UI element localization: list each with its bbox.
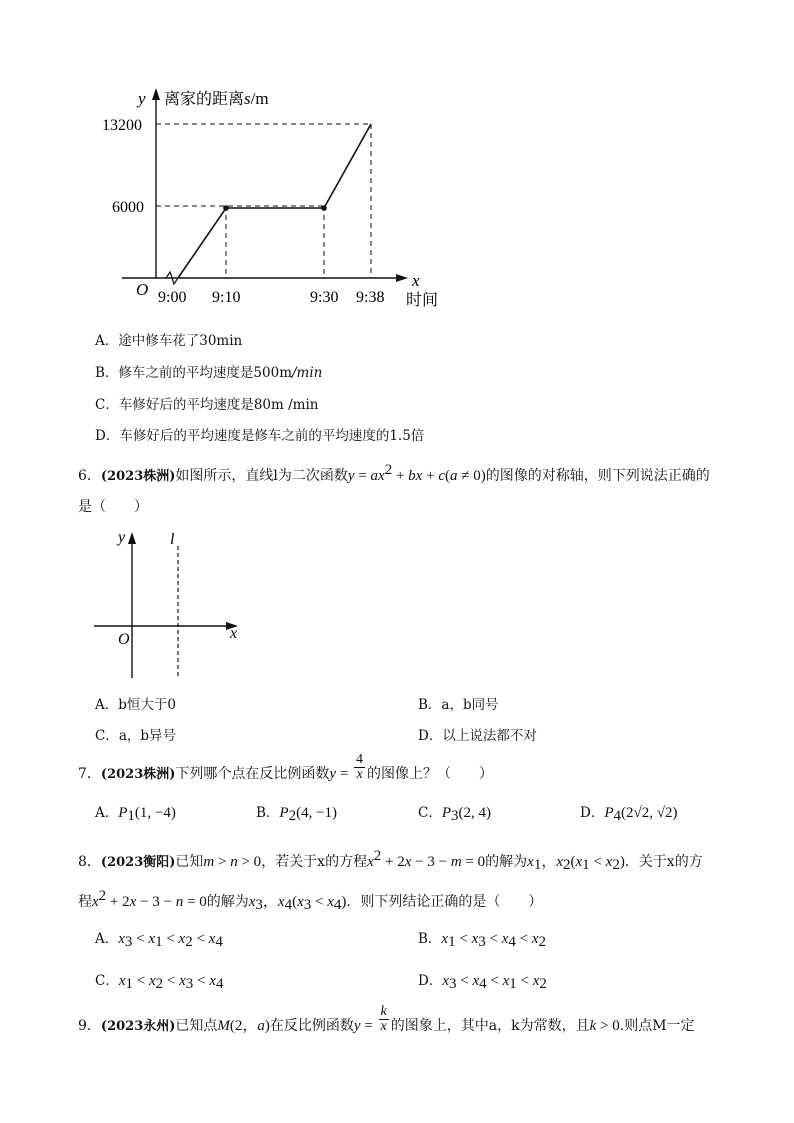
q9-stem: 9．(2023永州)已知点M(2，a)在反比例函数y = $\frac{k}{x}$ 的图象上，其中a，k为常数，且k > 0.则点M一定 [78, 1003, 695, 1034]
q6-number: 6． [78, 468, 101, 484]
q6-option-d: D．以上说法都不对 [418, 728, 537, 744]
q8-option-a: A．$x_3 < x_1 < x_2 < x_4$ [95, 931, 223, 950]
q5-option-a: A．途中修车花了30min [95, 333, 243, 349]
q6-graph-l: l [170, 531, 175, 548]
q6-graph-y: y [118, 529, 126, 546]
q7-text-pre: 下列哪个点在反比例函数 [175, 766, 330, 782]
graph1-tick-13200: 13200 [102, 117, 142, 134]
graph1-tick-930: 9:30 [310, 289, 339, 306]
graph1-tick-910: 9:10 [212, 289, 241, 306]
graph1-x-var: x [412, 271, 420, 290]
q6-function: y [347, 468, 355, 484]
q6-y-arrow [128, 532, 136, 544]
graph1-series-line [178, 124, 371, 278]
graph1-tick-6000: 6000 [112, 199, 144, 216]
q7-option-b: B．$P_2(4$, −1) [256, 805, 338, 824]
q7-fraction: $\frac{4}{x}$ [356, 751, 364, 782]
q7-option-a: A．$P_1(1$, −4) [95, 805, 176, 824]
q6-line2: 是（ ） [78, 499, 148, 515]
q6-source: (2023株洲) [100, 469, 176, 484]
distance-time-graph [100, 78, 460, 318]
q6-graph-x: x [230, 625, 238, 642]
q9-fraction: $\frac{k}{x}$ [380, 1003, 387, 1034]
graph1-x-label: 时间 [406, 290, 439, 309]
q8-option-c: C．$x_1 < x_2 < x_3 < x_4$ [95, 973, 224, 992]
q6-graph-o: O [118, 631, 130, 648]
q7-stem: 7．(2023株洲)下列哪个点在反比例函数y = $\frac{4}{x}$ 的图像上？（ ） [78, 751, 494, 782]
graph1-point-930 [321, 205, 327, 211]
q8-number: 8． [78, 854, 101, 870]
q9-number: 9． [78, 1018, 101, 1034]
graph1-origin: O [136, 280, 149, 299]
q5-option-c: C．车修好后的平均速度是80m /min [95, 397, 319, 413]
q7-option-c: C．$P_3(2$, 4) [418, 805, 492, 824]
q9-source: (2023永州) [100, 1019, 176, 1034]
graph1-tick-938: 9:38 [356, 289, 385, 306]
graph1-point-910 [223, 205, 229, 211]
q5-option-b-unit: /min [292, 365, 323, 381]
q5-option-b-text: B．修车之前的平均速度是500m [95, 365, 292, 381]
q8-source: (2023衡阳) [100, 855, 176, 870]
q6-graph [88, 528, 248, 680]
q6-option-b: B．a，b同号 [418, 697, 499, 713]
q7-option-d: D．$P_4(2√2$, √2) [580, 805, 678, 824]
q7-source: (2023株洲) [100, 767, 176, 782]
q6-option-c: C．a，b异号 [95, 728, 177, 744]
q6-text-post: 的图像的对称轴，则下列说法正确的 [485, 468, 710, 484]
q7-text-post: 的图像上？（ ） [367, 766, 494, 782]
q7-number: 7． [78, 766, 101, 782]
q6-text-pre: 如图所示，直线l为二次函数 [175, 468, 348, 484]
graph1-y-label: 离家的距离s/m [164, 89, 269, 108]
graph1-x-arrow [396, 274, 408, 282]
q5-option-d: D．车修好后的平均速度是修车之前的平均速度的1.5倍 [95, 428, 425, 444]
q8-option-d: D．$x_3 < x_4 < x_1 < x_2$ [418, 973, 547, 992]
graph1-tick-900: 9:00 [158, 289, 187, 306]
q8-option-b: B．$x_1 < x_3 < x_4 < x_2$ [418, 931, 547, 950]
q6-option-a: A．b恒大于0 [95, 697, 176, 713]
q5-option-b [95, 364, 322, 382]
graph1-y-var: y [138, 89, 146, 108]
graph1-y-arrow [152, 88, 160, 100]
